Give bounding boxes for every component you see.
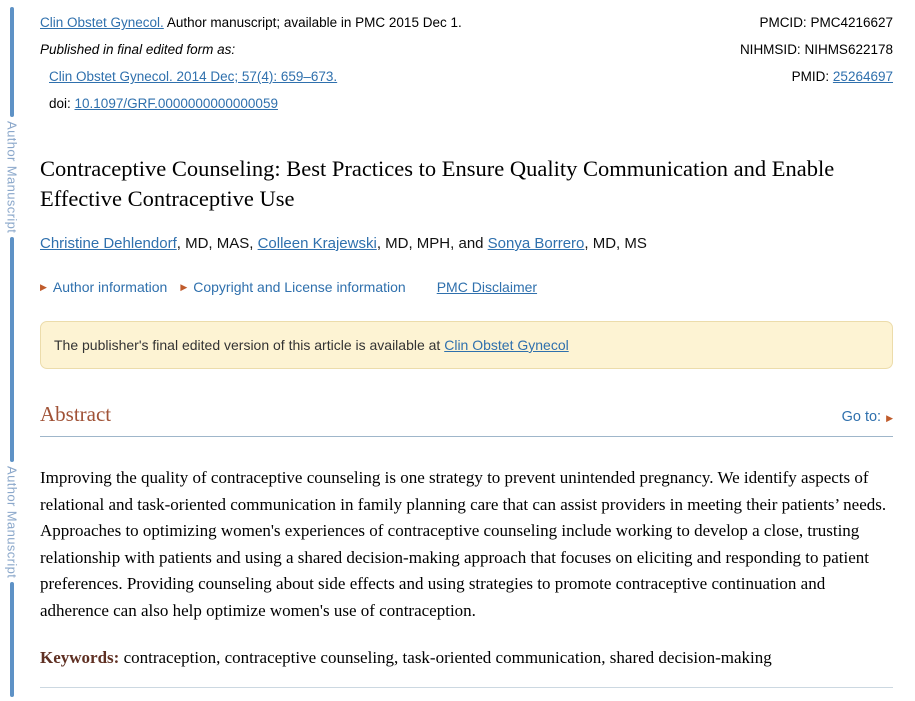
doi-label: doi: <box>49 96 75 111</box>
keywords-line <box>40 645 893 671</box>
author-link[interactable]: Christine Dehlendorf <box>40 235 177 252</box>
disclosure-triangle-icon: ▶ <box>40 281 47 292</box>
goto-arrow-icon: ▶ <box>886 413 893 423</box>
citation-line <box>40 63 462 90</box>
section-divider <box>40 436 893 437</box>
rail-bar-segment <box>10 582 14 697</box>
publisher-notice <box>40 321 893 369</box>
citation-left <box>40 9 462 117</box>
abstract-text: Improving the quality of contraceptive counseling is one strategy to prevent unintended pregnancy. We identify aspects of relational and task-oriented communication in family planning care that can assist providers in meeting their patients’ needs. Approaches to optimizing women's experiences of contraceptive counseling include working to develop a close, trusting relationship with patients and using a shared decision-making approach that focuses on eliciting and responding to patient preferences. Providing counseling about side effects and using strategies to promote contraceptive continuation and adherence can also help optimize women's use of contraception. <box>40 468 887 620</box>
abstract-header <box>40 402 893 427</box>
rail-bar-segment <box>10 237 14 462</box>
author-link[interactable]: Colleen Krajewski <box>257 235 377 252</box>
author-information-link[interactable]: Author information <box>52 279 168 295</box>
goto-label: Go to: <box>841 409 882 425</box>
author-link[interactable]: Sonya Borrero <box>487 235 585 252</box>
keywords-label: Keywords: <box>40 647 120 667</box>
author-degrees: , MD, MAS, <box>176 235 258 252</box>
author-manuscript-watermark: Author Manuscript <box>4 465 20 578</box>
pmid-link[interactable]: 25264697 <box>832 69 893 84</box>
published-as-label: Published in final edited form as: <box>40 42 236 57</box>
citation-link[interactable]: Clin Obstet Gynecol. 2014 Dec; 57(4): 659–673. <box>49 69 338 84</box>
publisher-notice-text: The publisher's final edited version of this article is available at <box>54 337 445 353</box>
author <box>258 235 488 252</box>
pmcid-line: PMCID: PMC4216627 <box>759 15 893 30</box>
citation-ids <box>740 9 893 117</box>
disclosure-triangle-icon: ▶ <box>180 281 188 292</box>
author <box>40 235 258 252</box>
copyright-license-link[interactable]: Copyright and License information <box>193 279 406 295</box>
article-page <box>40 0 893 688</box>
goto-link[interactable] <box>842 409 893 425</box>
pmc-disclaimer-link[interactable]: PMC Disclaimer <box>436 279 538 295</box>
pmid-line <box>740 63 893 90</box>
author <box>488 235 647 252</box>
doi-line <box>40 90 462 117</box>
abstract-heading: Abstract <box>40 402 112 426</box>
section-divider <box>40 687 893 688</box>
rail-bar-segment <box>10 7 14 117</box>
author-list <box>40 235 893 252</box>
author-manuscript-watermark: Author Manuscript <box>4 120 20 233</box>
manuscript-line <box>40 9 462 36</box>
article-title: Contraceptive Counseling: Best Practices to Ensure Quality Communication and Enable Effective Contraceptive Use <box>40 156 835 211</box>
doi-link[interactable]: 10.1097/GRF.0000000000000059 <box>74 96 278 111</box>
citation-header <box>40 0 893 117</box>
article-info-links <box>40 279 893 295</box>
author-degrees: , MD, MPH, and <box>376 235 488 252</box>
keywords-text: contraception, contraceptive counseling, task-oriented communication, shared decision-making <box>119 647 772 667</box>
publisher-version-link[interactable]: Clin Obstet Gynecol <box>444 337 569 353</box>
author-manuscript-rail <box>0 0 24 701</box>
pmid-label: PMID: <box>791 69 833 84</box>
author-degrees: , MD, MS <box>584 235 647 252</box>
nihmsid-line: NIHMSID: NIHMS622178 <box>739 42 893 57</box>
manuscript-note: Author manuscript; available in PMC 2015 Dec 1. <box>163 15 462 30</box>
journal-link[interactable]: Clin Obstet Gynecol. <box>40 15 164 30</box>
